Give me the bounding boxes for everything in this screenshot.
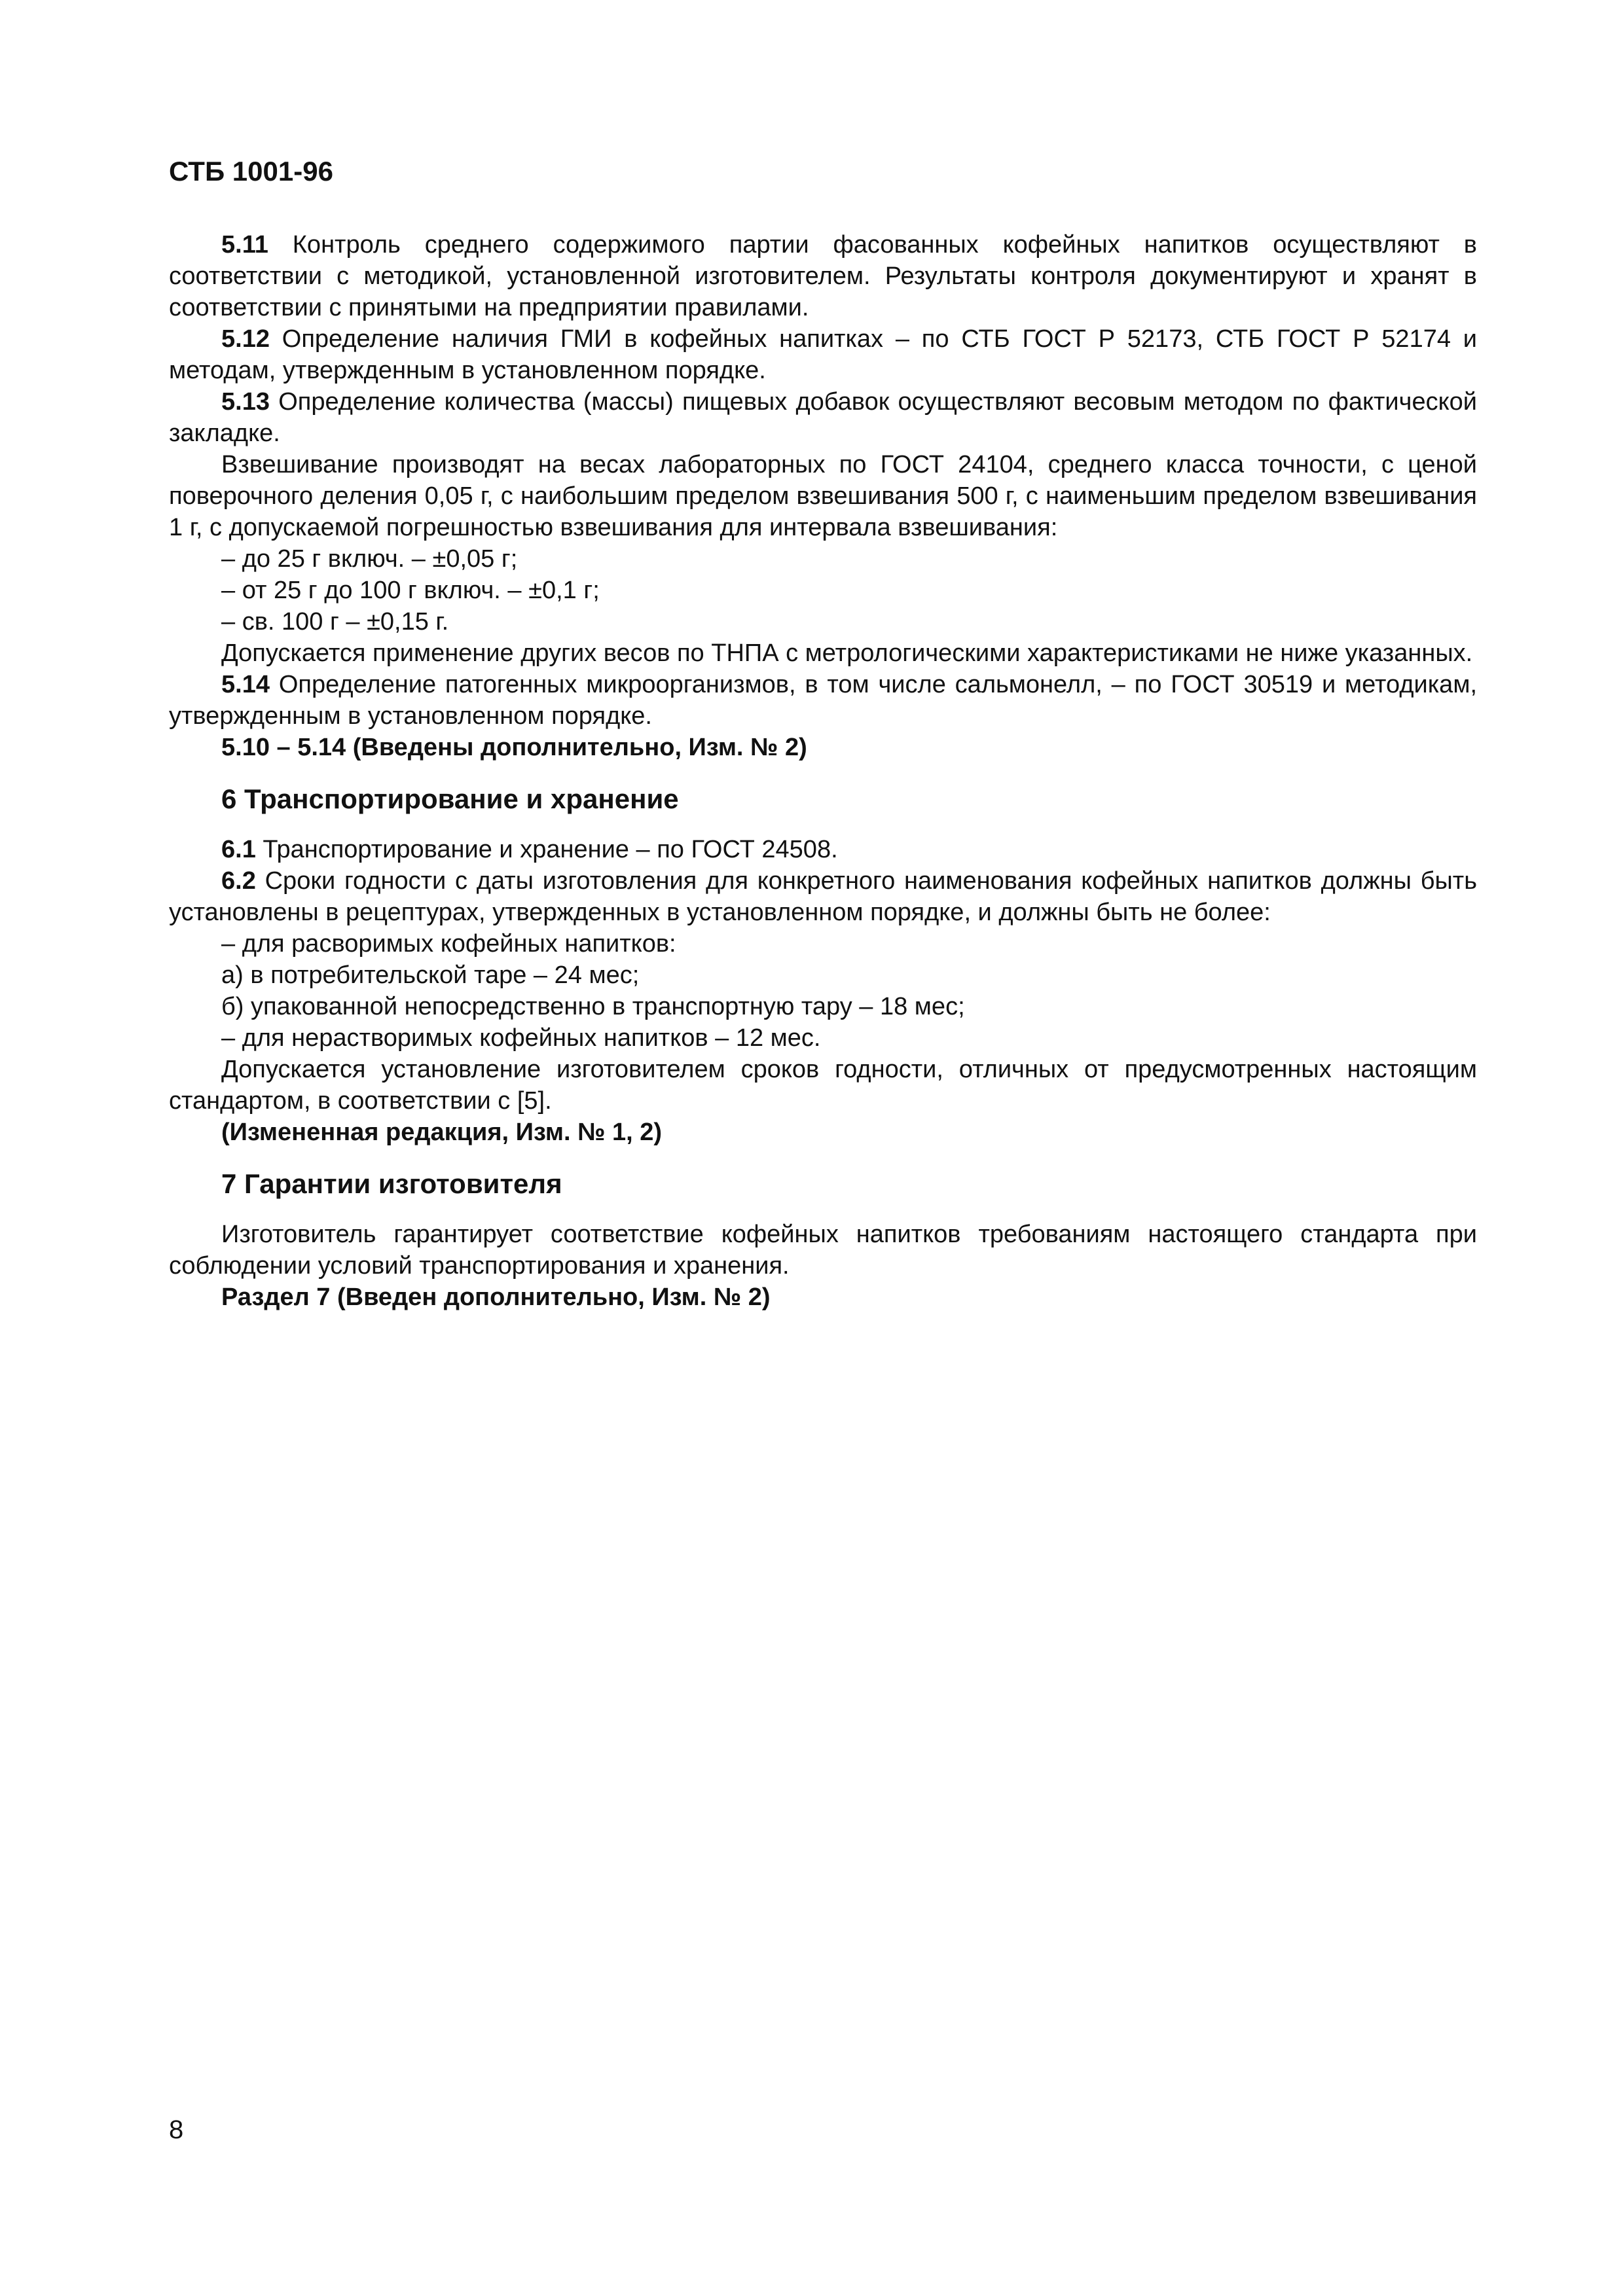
clause-text: Определение количества (массы) пищевых добавок осуществляют весовым методом по фактической закладке. bbox=[169, 388, 1477, 447]
amendment-note-7: Раздел 7 (Введен дополнительно, Изм. № 2) bbox=[221, 1283, 771, 1311]
clause-number: 6.2 bbox=[221, 867, 256, 895]
list-item: а) в потребительской таре – 24 мес; bbox=[221, 961, 640, 989]
list-item: – до 25 г включ. – ±0,05 г; bbox=[221, 545, 518, 573]
document-body bbox=[169, 229, 1477, 1313]
clause-number: 5.12 bbox=[221, 325, 270, 353]
weighing-allowed-paragraph: Допускается применение других весов по ТНПА с метрологическими характеристиками не ниже указанных. bbox=[221, 639, 1473, 667]
clause-text: Определение патогенных микроорганизмов, в том числе сальмонелл, – по ГОСТ 30519 и методикам, утвержденным в установленном порядке. bbox=[169, 671, 1477, 730]
section-7-title: 7 Гарантии изготовителя bbox=[221, 1168, 562, 1199]
clause-number: 5.14 bbox=[221, 671, 270, 698]
list-item: – для нерастворимых кофейных напитков – 12 мес. bbox=[221, 1024, 821, 1052]
list-item: – для расворимых кофейных напитков: bbox=[221, 930, 676, 958]
amendment-note-6: (Измененная редакция, Изм. № 1, 2) bbox=[221, 1119, 663, 1146]
weighing-paragraph: Взвешивание производят на весах лабораторных по ГОСТ 24104, среднего класса точности, с ценой поверочного деления 0,05 г, с наибольшим пределом взвешивания 500 г, с наименьшим пределом взвешивания 1 г, с допускаемой погрешностью взвешивания для интервала взвешивания: bbox=[169, 451, 1477, 541]
shelf-life-allowed-paragraph: Допускается установление изготовителем сроков годности, отличных от предусмотренных настоящим стандартом, в соответствии с [5]. bbox=[169, 1056, 1477, 1115]
paragraph-5-14 bbox=[169, 669, 1477, 732]
amendment-note-5: 5.10 – 5.14 (Введены дополнительно, Изм. № 2) bbox=[221, 734, 807, 761]
page-number: 8 bbox=[169, 2115, 184, 2144]
list-item: б) упакованной непосредственно в транспортную тару – 18 мес; bbox=[221, 993, 965, 1020]
clause-number: 5.13 bbox=[221, 388, 270, 416]
warranty-paragraph: Изготовитель гарантирует соответствие кофейных напитков требованиям настоящего стандарта при соблюдении условий транспортирования и хранения. bbox=[169, 1221, 1477, 1280]
clause-number: 6.1 bbox=[221, 836, 256, 863]
paragraph-5-12 bbox=[169, 323, 1477, 386]
clause-text: Транспортирование и хранение – по ГОСТ 24508. bbox=[255, 836, 838, 863]
clause-text: Определение наличия ГМИ в кофейных напитках – по СТБ ГОСТ Р 52173, СТБ ГОСТ Р 52174 и методам, утвержденным в установленном порядке. bbox=[169, 325, 1477, 384]
paragraph-5-11 bbox=[169, 229, 1477, 323]
clause-text: Сроки годности с даты изготовления для конкретного наименования кофейных напитков должны быть установлены в рецептурах, утвержденных в установленном порядке, и должны быть не более: bbox=[169, 867, 1477, 926]
list-item: – от 25 г до 100 г включ. – ±0,1 г; bbox=[221, 577, 600, 604]
section-6-title: 6 Транспортирование и хранение bbox=[221, 783, 679, 814]
paragraph-5-13 bbox=[169, 386, 1477, 449]
clause-number: 5.11 bbox=[221, 231, 268, 259]
paragraph-6-2 bbox=[169, 865, 1477, 928]
paragraph-6-1 bbox=[169, 834, 1477, 865]
clause-text: Контроль среднего содержимого партии фасованных кофейных напитков осуществляют в соответствии с методикой, установленной изготовителем. Результаты контроля документируют и хранят в соответствии с принятыми на предприятии правилами. bbox=[169, 231, 1477, 321]
document-code: СТБ 1001-96 bbox=[169, 156, 333, 187]
list-item: – св. 100 г – ±0,15 г. bbox=[221, 608, 449, 636]
